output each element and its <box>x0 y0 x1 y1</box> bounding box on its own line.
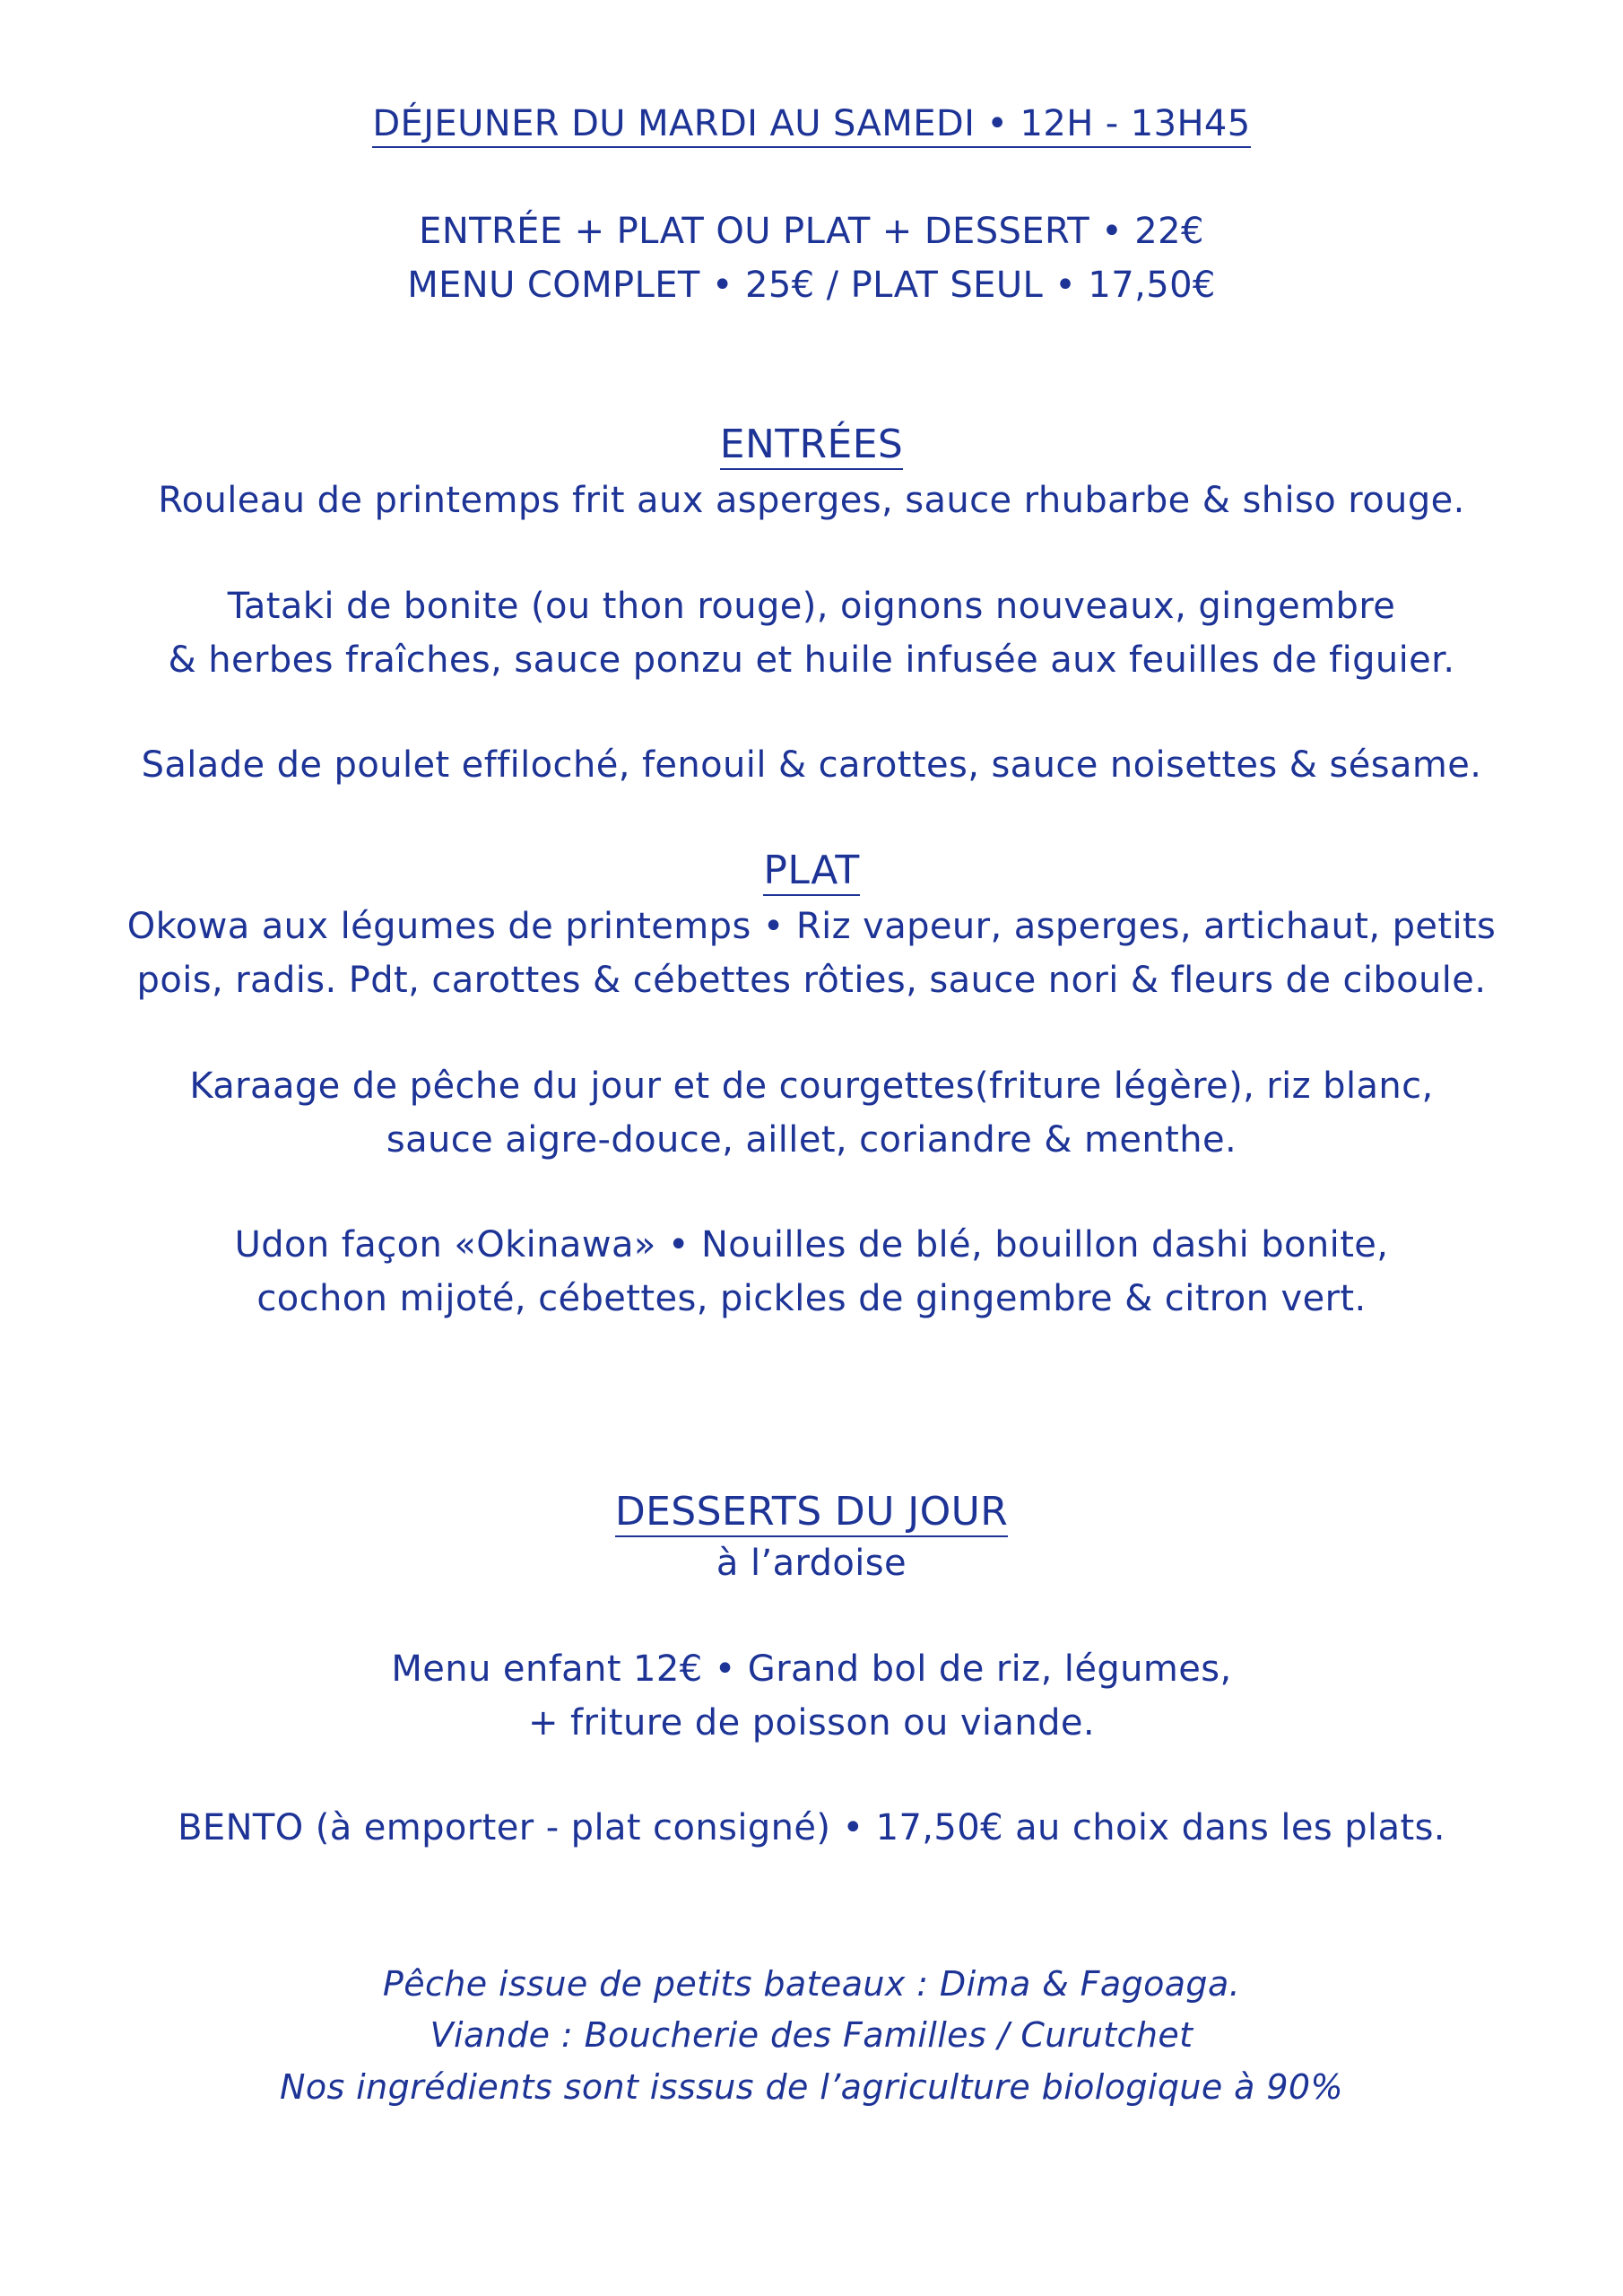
desserts-heading <box>0 1489 1623 1535</box>
entrees-title: ENTRÉES <box>720 422 904 470</box>
plat-item: Udon façon «Okinawa» • Nouilles de blé, bouillon dashi bonite, <box>234 1224 1389 1265</box>
sourcing-fish: Pêche issue de petits bateaux : Dima & Fagoaga. <box>382 1964 1241 2004</box>
entrees-heading <box>0 422 1623 467</box>
sourcing-meat: Viande : Boucherie des Familles / Curutchet <box>430 2015 1193 2055</box>
plat-item: Karaage de pêche du jour et de courgettes(friture légère), riz blanc, <box>189 1065 1434 1107</box>
entree-item: Rouleau de printemps frit aux asperges, sauce rhubarbe & shiso rouge. <box>158 480 1465 521</box>
plat-heading <box>0 848 1623 893</box>
entree-item: Tataki de bonite (ou thon rouge), oignons nouveaux, gingembre <box>227 586 1396 627</box>
kids-menu-line-1: Menu enfant 12€ • Grand bol de riz, légumes, <box>391 1648 1232 1690</box>
sourcing-organic: Nos ingrédients sont isssus de l’agriculture biologique à 90% <box>280 2067 1343 2107</box>
lunch-hours-text: DÉJEUNER DU MARDI AU SAMEDI • 12H - 13H45 <box>372 103 1250 148</box>
lunch-hours-heading <box>0 103 1623 144</box>
entree-item: & herbes fraîches, sauce ponzu et huile infusée aux feuilles de figuier. <box>168 639 1455 681</box>
bento-line: BENTO (à emporter - plat consigné) • 17,50€ au choix dans les plats. <box>178 1807 1445 1848</box>
plat-item: pois, radis. Pdt, carottes & cébettes rôties, sauce nori & fleurs de ciboule. <box>136 960 1487 1001</box>
plat-item: cochon mijoté, cébettes, pickles de gingembre & citron vert. <box>256 1278 1367 1319</box>
formula-price-line-2: MENU COMPLET • 25€ / PLAT SEUL • 17,50€ <box>407 265 1216 306</box>
kids-menu-line-2: + friture de poisson ou viande. <box>527 1702 1095 1744</box>
plat-item: sauce aigre-douce, aillet, coriandre & menthe. <box>386 1119 1237 1161</box>
desserts-title: DESSERTS DU JOUR <box>615 1489 1008 1537</box>
entree-item: Salade de poulet effiloché, fenouil & carottes, sauce noisettes & sésame. <box>141 744 1482 786</box>
desserts-subtitle: à l’ardoise <box>716 1543 907 1584</box>
plat-title: PLAT <box>763 848 859 896</box>
plat-item: Okowa aux légumes de printemps • Riz vapeur, asperges, artichaut, petits <box>126 906 1497 947</box>
formula-price-line-1: ENTRÉE + PLAT OU PLAT + DESSERT • 22€ <box>419 211 1204 252</box>
